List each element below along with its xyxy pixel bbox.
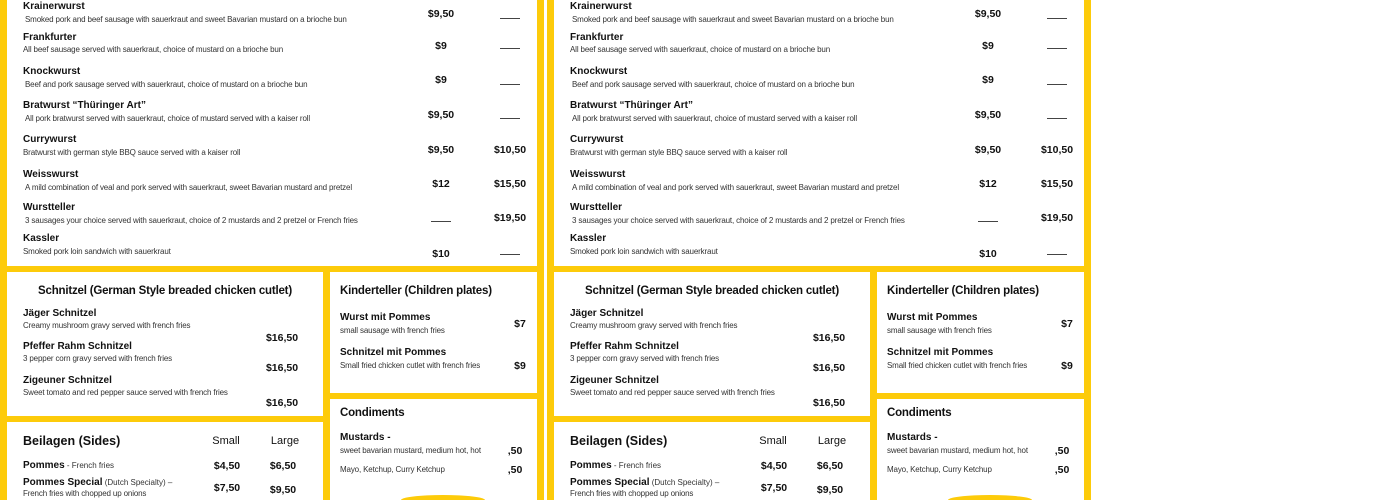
item-name: Schnitzel mit Pommes <box>340 347 447 358</box>
item-name: Currywurst <box>570 134 624 145</box>
sausage-panel <box>554 0 1084 266</box>
item-name: Wurstteller <box>570 202 623 213</box>
column-header-large: Large <box>270 435 300 447</box>
item-name: Frankfurter <box>23 32 77 43</box>
item-name: Kassler <box>570 233 607 244</box>
item-description: A mild combination of veal and pork served with sauerkraut, sweet Bavarian mustard and pretzel <box>572 183 899 192</box>
item-price: $7 <box>1061 318 1073 330</box>
item-price-single: $9 <box>982 74 994 86</box>
item-price-single: $10 <box>979 248 997 260</box>
item-description: All beef sausage served with sauerkraut, choice of mustard on a brioche bun <box>570 45 831 54</box>
item-price: $16,50 <box>265 362 299 374</box>
item-description: Beef and pork sausage served with sauerkraut, choice of mustard on a brioche bun <box>572 80 855 89</box>
item-price-single: $9 <box>435 40 447 52</box>
item-price-large: $6,50 <box>816 460 844 472</box>
item-price-combo-dash <box>1047 254 1067 255</box>
item-price-single: $10 <box>432 248 450 260</box>
item-price-large: $6,50 <box>269 460 297 472</box>
item-price: $9 <box>1061 360 1073 372</box>
section-title: Kinderteller (Children plates) <box>887 285 1039 297</box>
column-header-large: Large <box>817 435 847 447</box>
item-price-single: $9 <box>982 40 994 52</box>
item-name-text: Pommes Special <box>23 477 103 488</box>
item-price-combo-dash <box>1047 48 1067 49</box>
item-description: All pork bratwurst served with sauerkraut, choice of mustard served with a kaiser roll <box>25 114 310 123</box>
item-name: Wurst mit Pommes <box>340 312 431 323</box>
item-description: All beef sausage served with sauerkraut, choice of mustard on a brioche bun <box>23 45 284 54</box>
item-price-single-dash <box>431 221 451 222</box>
menu-page-2 <box>547 0 1091 500</box>
item-name <box>570 460 661 472</box>
item-name: Zigeuner Schnitzel <box>23 375 112 386</box>
item-name: Knockwurst <box>570 66 628 77</box>
item-price: ,50 <box>1054 464 1070 476</box>
item-name <box>23 460 114 472</box>
item-name: Currywurst <box>23 134 77 145</box>
item-description: Bratwurst with german style BBQ sauce served with a kaiser roll <box>23 148 241 157</box>
item-description: Sweet tomato and red pepper sauce served with french fries <box>570 388 775 397</box>
item-price-combo-dash <box>500 18 520 19</box>
section-title: Condiments <box>340 407 405 419</box>
item-description: Smoked pork and beef sausage with sauerkraut and sweet Bavarian mustard on a brioche bun <box>572 15 894 24</box>
item-description: French fries with chopped up onions <box>570 489 694 498</box>
item-description: small sausage with french fries <box>887 326 992 335</box>
item-price-combo: $19,50 <box>1040 212 1074 224</box>
item-price-single: $9,50 <box>974 8 1002 20</box>
item-price: $9 <box>514 360 526 372</box>
item-price-combo: $15,50 <box>1040 178 1074 190</box>
sides-panel <box>554 422 870 500</box>
item-price-single: $9,50 <box>974 144 1002 156</box>
section-title: Beilagen (Sides) <box>570 434 668 448</box>
item-name: Weisswurst <box>23 169 79 180</box>
item-name: Jäger Schnitzel <box>23 308 97 319</box>
item-price-single: $9,50 <box>427 144 455 156</box>
condiments-panel <box>877 399 1084 500</box>
item-name: Krainerwurst <box>570 1 632 12</box>
item-description: Creamy mushroom gravy served with french fries <box>23 321 191 330</box>
item-price-small: $4,50 <box>760 460 788 472</box>
item-price-small: $4,50 <box>213 460 241 472</box>
sausage-panel <box>7 0 537 266</box>
sides-panel <box>7 422 323 500</box>
item-note: (Dutch Specialty) – <box>102 478 173 487</box>
item-name: Bratwurst “Thüringer Art” <box>23 100 146 111</box>
item-description: sweet bavarian mustard, medium hot, hot <box>340 446 481 455</box>
logo-circle <box>401 495 485 500</box>
item-price: $7 <box>514 318 526 330</box>
item-description: 3 sausages your choice served with sauerkraut, choice of 2 mustards and 2 pretzel or French fries <box>25 216 358 225</box>
item-price-large: $9,50 <box>816 484 844 496</box>
item-description: Beef and pork sausage served with sauerkraut, choice of mustard on a brioche bun <box>25 80 308 89</box>
item-price-combo: $15,50 <box>493 178 527 190</box>
item-price-combo-dash <box>500 48 520 49</box>
item-name: Frankfurter <box>570 32 624 43</box>
item-price: ,50 <box>507 445 523 457</box>
kinder-panel <box>330 272 537 393</box>
item-name-text: Pommes <box>23 460 65 471</box>
section-title: Condiments <box>887 407 952 419</box>
item-description: 3 sausages your choice served with sauerkraut, choice of 2 mustards and 2 pretzel or French fries <box>572 216 905 225</box>
item-price: $16,50 <box>812 362 846 374</box>
item-description: Mayo, Ketchup, Curry Ketchup <box>340 465 445 474</box>
item-description: Sweet tomato and red pepper sauce served with french fries <box>23 388 228 397</box>
column-header-small: Small <box>759 435 787 447</box>
item-name: Krainerwurst <box>23 1 85 12</box>
schnitzel-panel <box>554 272 870 416</box>
item-price-combo-dash <box>1047 118 1067 119</box>
item-description: Small fried chicken cutlet with french fries <box>340 361 481 370</box>
item-price-single: $9,50 <box>427 8 455 20</box>
item-description: All pork bratwurst served with sauerkraut, choice of mustard served with a kaiser roll <box>572 114 857 123</box>
item-price-single: $9,50 <box>974 109 1002 121</box>
menu-page-1 <box>0 0 544 500</box>
item-price-combo: $19,50 <box>493 212 527 224</box>
item-price-single: $12 <box>979 178 997 190</box>
item-price: ,50 <box>507 464 523 476</box>
kinder-panel <box>877 272 1084 393</box>
item-name: Mustards - <box>887 432 938 443</box>
item-name: Wurst mit Pommes <box>887 312 978 323</box>
item-name: Zigeuner Schnitzel <box>570 375 659 386</box>
item-price: $16,50 <box>812 397 846 409</box>
logo-circle <box>948 495 1032 500</box>
item-note: - French fries <box>64 461 115 470</box>
item-price-single: $9,50 <box>427 109 455 121</box>
item-name-text: Pommes Special <box>570 477 650 488</box>
item-price: $16,50 <box>812 332 846 344</box>
item-description: Creamy mushroom gravy served with french fries <box>570 321 738 330</box>
section-title: Kinderteller (Children plates) <box>340 285 492 297</box>
item-price-combo-dash <box>500 118 520 119</box>
item-description: Bratwurst with german style BBQ sauce served with a kaiser roll <box>570 148 788 157</box>
item-name: Wurstteller <box>23 202 76 213</box>
item-description: Smoked pork loin sandwich with sauerkraut <box>23 247 171 256</box>
item-price-combo-dash <box>500 84 520 85</box>
item-price-combo-dash <box>1047 84 1067 85</box>
schnitzel-panel <box>7 272 323 416</box>
item-description: Small fried chicken cutlet with french fries <box>887 361 1028 370</box>
item-name: Pfeffer Rahm Schnitzel <box>570 341 679 352</box>
item-description: 3 pepper corn gravy served with french fries <box>23 354 173 363</box>
item-name: Bratwurst “Thüringer Art” <box>570 100 693 111</box>
item-name <box>570 477 719 489</box>
item-price: ,50 <box>1054 445 1070 457</box>
item-description: Smoked pork loin sandwich with sauerkraut <box>570 247 718 256</box>
item-name: Pfeffer Rahm Schnitzel <box>23 341 132 352</box>
item-description: small sausage with french fries <box>340 326 445 335</box>
condiments-panel <box>330 399 537 500</box>
item-name: Mustards - <box>340 432 391 443</box>
item-description: French fries with chopped up onions <box>23 489 147 498</box>
section-title: Schnitzel (German Style breaded chicken cutlet) <box>585 285 839 297</box>
item-note: (Dutch Specialty) – <box>649 478 720 487</box>
item-price: $16,50 <box>265 332 299 344</box>
item-description: Mayo, Ketchup, Curry Ketchup <box>887 465 992 474</box>
item-price: $16,50 <box>265 397 299 409</box>
item-name: Knockwurst <box>23 66 81 77</box>
item-name-text: Pommes <box>570 460 612 471</box>
item-name: Schnitzel mit Pommes <box>887 347 994 358</box>
item-price-small: $7,50 <box>213 482 241 494</box>
item-price-small: $7,50 <box>760 482 788 494</box>
item-note: - French fries <box>611 461 662 470</box>
item-price-single: $9 <box>435 74 447 86</box>
item-price-combo: $10,50 <box>1040 144 1074 156</box>
item-price-combo: $10,50 <box>493 144 527 156</box>
column-header-small: Small <box>212 435 240 447</box>
item-price-combo-dash <box>1047 18 1067 19</box>
item-name: Weisswurst <box>570 169 626 180</box>
section-title: Schnitzel (German Style breaded chicken cutlet) <box>38 285 292 297</box>
item-price-single: $12 <box>432 178 450 190</box>
item-description: A mild combination of veal and pork served with sauerkraut, sweet Bavarian mustard and pretzel <box>25 183 352 192</box>
item-name: Kassler <box>23 233 60 244</box>
section-title: Beilagen (Sides) <box>23 434 121 448</box>
item-price-single-dash <box>978 221 998 222</box>
item-description: Smoked pork and beef sausage with sauerkraut and sweet Bavarian mustard on a brioche bun <box>25 15 347 24</box>
item-description: 3 pepper corn gravy served with french fries <box>570 354 720 363</box>
item-price-large: $9,50 <box>269 484 297 496</box>
item-price-combo-dash <box>500 254 520 255</box>
item-name: Jäger Schnitzel <box>570 308 644 319</box>
item-description: sweet bavarian mustard, medium hot, hot <box>887 446 1028 455</box>
item-name <box>23 477 172 489</box>
